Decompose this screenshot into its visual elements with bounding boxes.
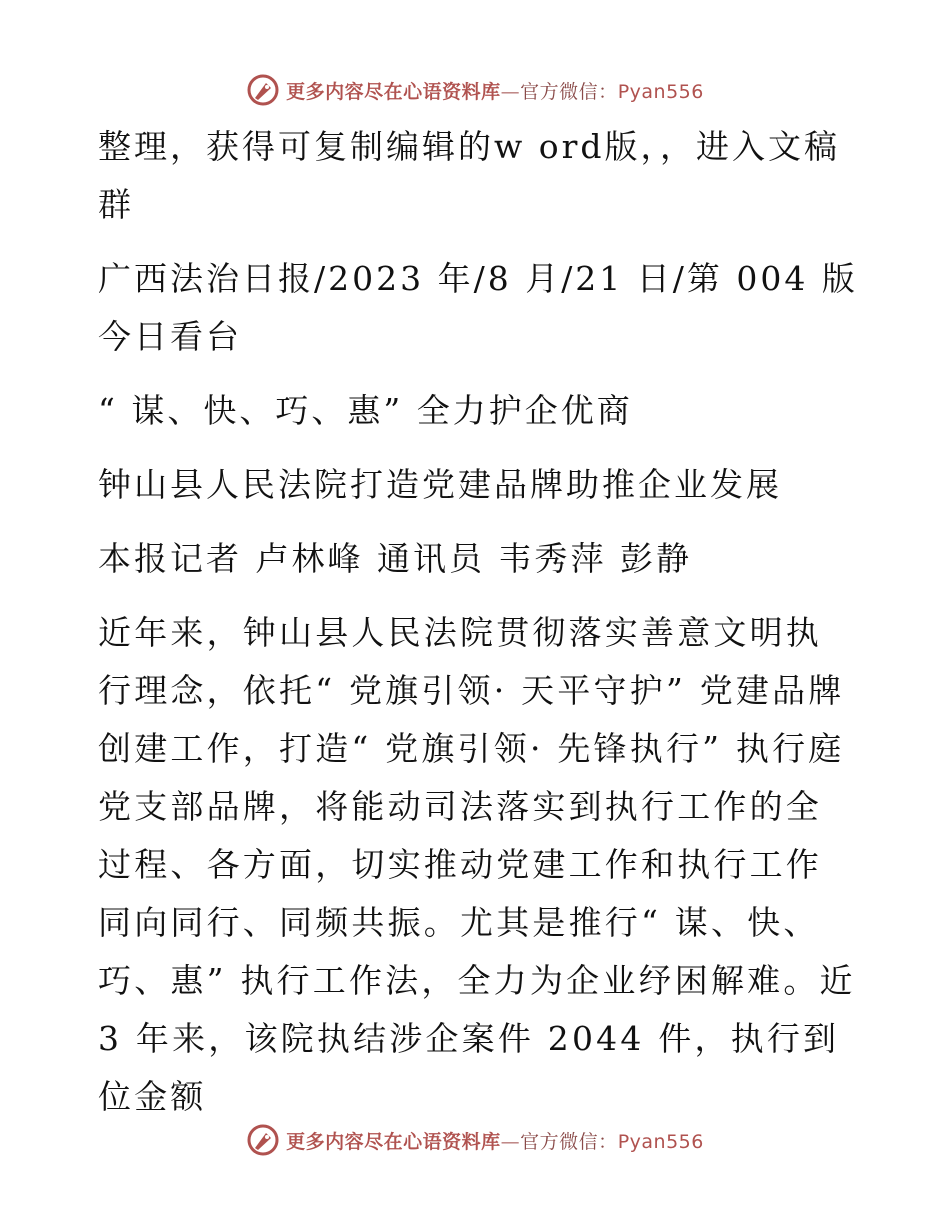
watermark-text <box>286 77 704 104</box>
watermark-site-text: 更多内容尽在心语资料库 <box>286 80 501 103</box>
headline: “ 谋、快、巧、惠” 全力护企优商 <box>98 391 633 430</box>
watermark-banner-top <box>0 68 950 112</box>
watermark-site-text: 更多内容尽在心语资料库 <box>286 1130 501 1153</box>
watermark-separator: — <box>500 1130 521 1153</box>
watermark-wechat-label: 官方微信： <box>520 80 618 103</box>
pen-nib-icon <box>246 73 280 107</box>
source-line: 广西法治日报/2023 年/8 月/21 日/第 004 版今日看台 <box>98 259 858 356</box>
watermark-banner-bottom <box>0 1118 950 1162</box>
body-paragraph: 近年来，钟山县人民法院贯彻落实善意文明执行理念，依托“ 党旗引领· 天平守护” 党建品牌创建工作，打造“ 党旗引领· 先锋执行” 执行庭党支部品牌，将能动司法落实到执行工作的全过程、各方面，切实推动党建工作和执行工作同向同行、同频共振。尤其是推行“ 谋、快、巧、惠” 执行工作法，全力为企业纾困解难。近 3 年来，该院执结涉企案件 2044 件，执行到位金额 <box>98 613 856 1116</box>
watermark-text <box>286 1127 704 1154</box>
byline: 本报记者 卢林峰 通讯员 韦秀萍 彭静 <box>98 539 692 578</box>
watermark-wechat-id: Pyan556 <box>617 80 704 103</box>
document-body <box>98 118 858 1142</box>
watermark-wechat-label: 官方微信： <box>520 1130 618 1153</box>
watermark-wechat-id: Pyan556 <box>617 1130 704 1153</box>
intro-line: 整理，获得可复制编辑的w ord版，，进入文稿群 <box>98 127 841 224</box>
watermark-separator: — <box>500 80 521 103</box>
pen-nib-icon <box>246 1123 280 1157</box>
subheadline: 钟山县人民法院打造党建品牌助推企业发展 <box>98 465 782 504</box>
